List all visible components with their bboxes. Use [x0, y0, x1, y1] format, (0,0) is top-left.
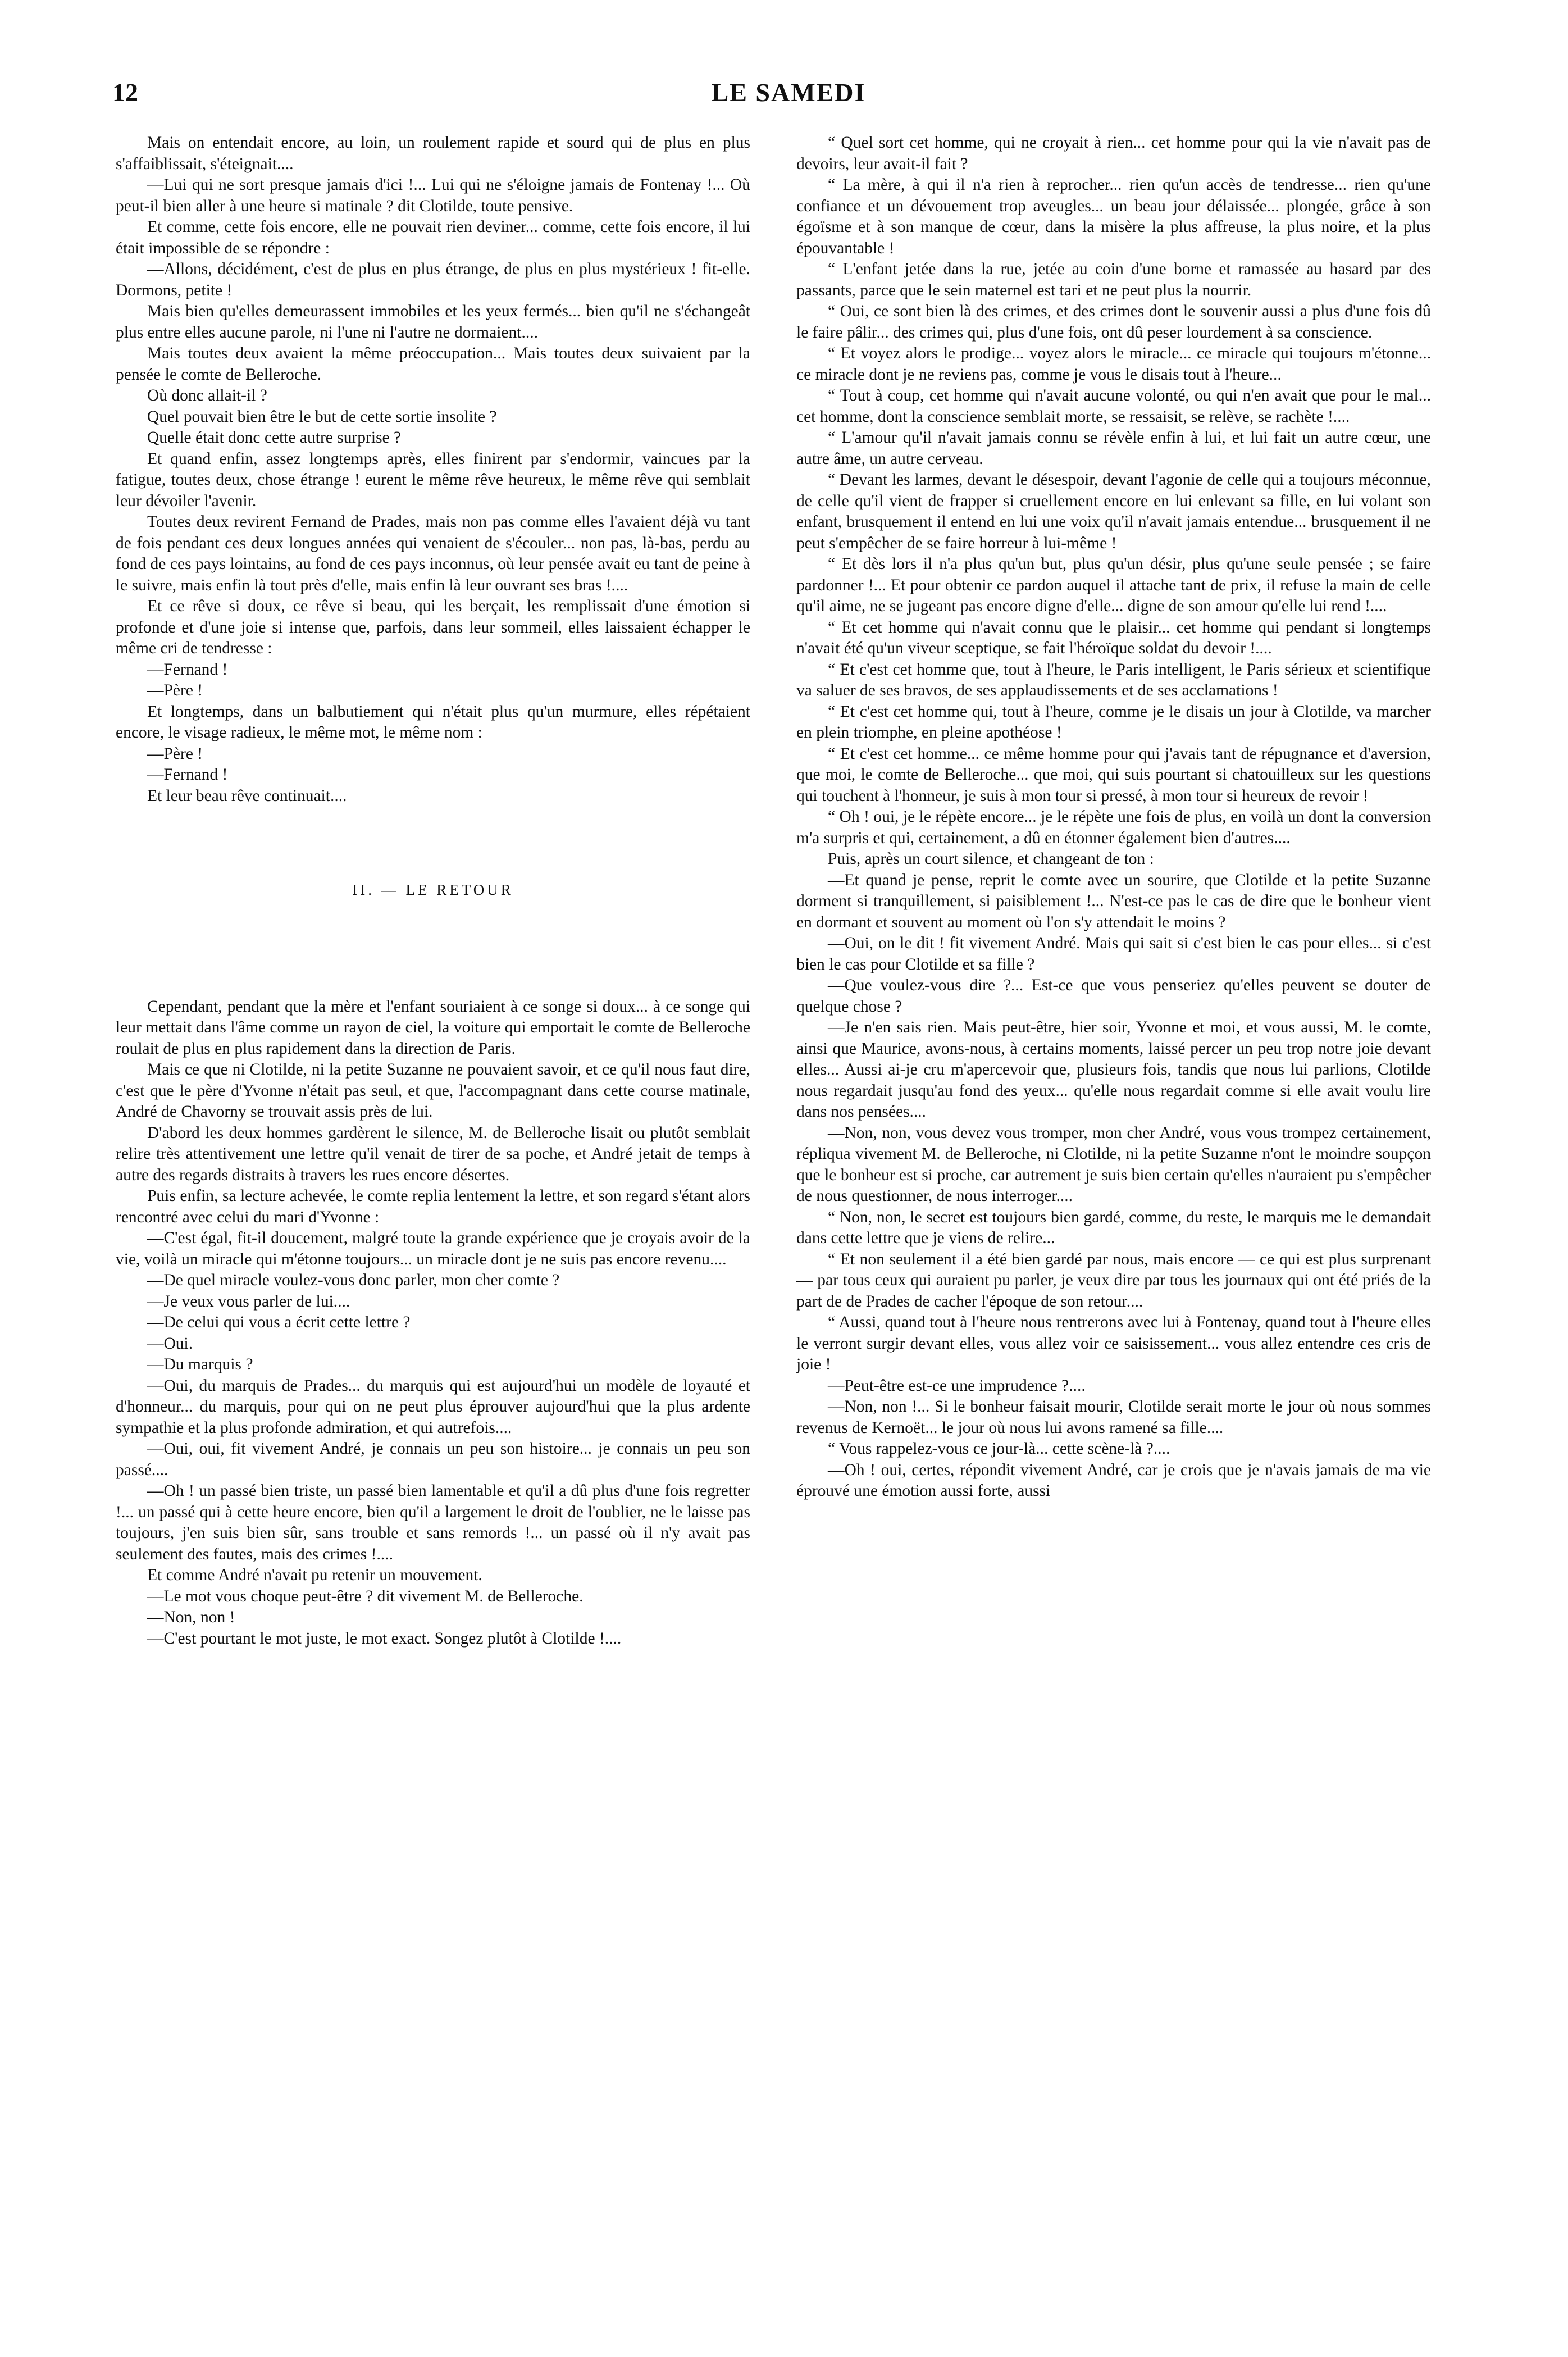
paragraph: D'abord les deux hommes gardèrent le silence, M. de Belleroche lisait ou plutôt semblait relire très attentivement une lettre qu'il venait de tirer de sa poche, et André jetait de temps à autre des regards distraits à travers les rues encore désertes. [116, 1123, 750, 1184]
paragraph: —Oh ! oui, certes, répondit vivement André, car je crois que je n'avais jamais de ma vie éprouvé une émotion aussi forte, aussi [796, 1460, 1431, 1500]
right-column [796, 133, 1431, 1502]
journal-title: LE SAMEDI [711, 78, 866, 107]
paragraph: —Père ! [147, 681, 203, 699]
paragraph: —Non, non ! [147, 1608, 235, 1626]
left-column-text-after [116, 997, 750, 1650]
paragraph: —Père ! [147, 744, 203, 763]
page-header [112, 78, 1465, 122]
paragraph: —C'est pourtant le mot juste, le mot exact. Songez plutôt à Clotilde !.... [147, 1629, 622, 1648]
paragraph: “ Oui, ce sont bien là des crimes, et des crimes dont le souvenir aussi a plus d'une fois dû le faire pâlir... des crimes qui, plus d'une fois, ont dû peser lourdement à sa conscience. [796, 302, 1431, 342]
paragraph: Et comme, cette fois encore, elle ne pouvait rien deviner... comme, cette fois encore, il lui était impossible de se répondre : [116, 218, 750, 257]
paragraph: “ L'enfant jetée dans la rue, jetée au coin d'une borne et ramassée au hasard par des passants, parce que le sein maternel est tari et ne peut plus la nourrir. [796, 260, 1431, 299]
right-column-text [796, 133, 1431, 1502]
paragraph: Mais on entendait encore, au loin, un roulement rapide et sourd qui de plus en plus s'affaiblissait, s'éteignait.... [116, 134, 750, 173]
paragraph: Mais bien qu'elles demeurassent immobiles et les yeux fermés... bien qu'il ne s'échangeât plus entre elles aucune parole, ni l'une ni l'autre ne dormaient.... [116, 302, 750, 342]
paragraph: “ Quel sort cet homme, qui ne croyait à rien... cet homme pour qui la vie n'avait pas de devoirs, leur avait-il fait ? [796, 134, 1431, 173]
paragraph: Quel pouvait bien être le but de cette sortie insolite ? [147, 407, 497, 426]
paragraph: —Oui, du marquis de Prades... du marquis qui est aujourd'hui un modèle de loyauté et d'honneur... du marquis, pour qui on ne peut plus éprouver aujourd'hui que la plus ardente sympathie et la plus profonde admiration, et qui autrefois.... [116, 1376, 750, 1437]
paragraph: —De celui qui vous a écrit cette lettre ? [147, 1313, 411, 1331]
paragraph: —Non, non !... Si le bonheur faisait mourir, Clotilde serait morte le jour où nous sommes revenus de Kernoët... le jour où nous lui avons ramené sa fille.... [796, 1398, 1431, 1437]
paragraph: Mais ce que ni Clotilde, ni la petite Suzanne ne pouvaient savoir, et ce qu'il nous faut dire, c'est que le père d'Yvonne n'était pas seul, et que, l'accompagnant dans cette course matinale, André de Chavorny se trouvait assis près de lui. [116, 1061, 750, 1121]
paragraph: —Que voulez-vous dire ?... Est-ce que vous penseriez qu'elles peuvent se douter de quelque chose ? [796, 976, 1431, 1016]
paragraph: “ Vous rappelez-vous ce jour-là... cette scène-là ?.... [828, 1440, 1170, 1458]
paragraph: Cependant, pendant que la mère et l'enfant souriaient à ce songe si doux... à ce songe qui leur mettait dans l'âme comme un rayon de ciel, la voiture qui emportait le comte de Belleroche roulait de plus en plus rapidement dans la direction de Paris. [116, 997, 750, 1058]
section-heading: II. — LE RETOUR [352, 881, 514, 898]
paragraph: —Fernand ! [147, 766, 228, 784]
paragraph: Et ce rêve si doux, ce rêve si beau, qui les berçait, les remplissait d'une émotion si profonde et d'une joie si intense que, parfois, dans leur sommeil, elles laissaient échapper le même cri de tendresse : [116, 597, 750, 657]
left-column-text-before [116, 133, 750, 807]
paragraph: —Du marquis ? [147, 1355, 253, 1373]
paragraph: —Oui. [147, 1334, 193, 1353]
paragraph: —Oui, oui, fit vivement André, je connais un peu son histoire... je connais un peu son passé.... [116, 1440, 750, 1479]
paragraph: “ L'amour qu'il n'avait jamais connu se révèle enfin à lui, et lui fait un autre cœur, une autre âme, un autre cerveau. [796, 429, 1431, 468]
paragraph: “ Devant les larmes, devant le désespoir, devant l'agonie de celle qui a toujours méconnue, de celle qu'il vient de frapper si cruellement encore en lui enlevant sa fille, en lui volant son enfant, brusquement il entend en lui une voix qu'il n'avait jamais entendue... brusquement il ne peut s'empêcher de se faire horreur à lui-même ! [796, 471, 1431, 552]
paragraph: —Allons, décidément, c'est de plus en plus étrange, de plus en plus mystérieux ! fit-elle. Dormons, petite ! [116, 260, 750, 299]
paragraph: —Et quand je pense, reprit le comte avec un sourire, que Clotilde et la petite Suzanne dorment si tranquillement, si paisiblement !... N'est-ce pas le cas de dire que le bonheur vient en dormant et souvent au moment où l'on s'y attendait le moins ? [796, 871, 1431, 931]
paragraph: Où donc allait-il ? [147, 386, 267, 404]
paragraph: Puis, après un court silence, et changeant de ton : [828, 850, 1154, 868]
paragraph: Et comme André n'avait pu retenir un mouvement. [147, 1566, 482, 1584]
paragraph: Et longtemps, dans un balbutiement qui n'était plus qu'un murmure, elles répétaient encore, le visage radieux, le même mot, le même nom : [116, 702, 750, 741]
paragraph: Mais toutes deux avaient la même préoccupation... Mais toutes deux suivaient par la pensée le comte de Belleroche. [116, 344, 750, 384]
paragraph: Toutes deux revirent Fernand de Prades, mais non pas comme elles l'avaient déjà vu tant de fois pendant ces deux longues années qui venaient de s'écouler... non pas, là-bas, perdu au fond de ces pays lointains, au fond de ces pays inconnus, où leur pensée avait eu tant de peine à le suivre, mais enfin là tout près d'elle, mais enfin là leur ouvrant ses bras !.... [116, 513, 750, 594]
paragraph: “ Et c'est cet homme que, tout à l'heure, le Paris intelligent, le Paris sérieux et scientifique va saluer de ses bravos, de ses applaudissements et de ses acclamations ! [796, 660, 1431, 699]
paragraph: “ Et c'est cet homme qui, tout à l'heure, comme je le disais un jour à Clotilde, va marcher en plein triomphe, en pleine apothéose ! [796, 702, 1431, 741]
paragraph: “ Et cet homme qui n'avait connu que le plaisir... cet homme qui pendant si longtemps n'avait été qu'un viveur sceptique, se fait l'héroïque soldat du devoir !.... [796, 618, 1431, 657]
paragraph: —Peut-être est-ce une imprudence ?.... [828, 1376, 1086, 1395]
paragraph: —Oui, on le dit ! fit vivement André. Mais qui sait si c'est bien le cas pour elles... si c'est bien le cas pour Clotilde et sa fille ? [796, 934, 1431, 973]
paragraph: “ Et non seulement il a été bien gardé par nous, mais encore — ce qui est plus surprenant — par tous ceux qui auraient pu parler, je veux dire par tous les journaux qui ont été priés de la part de de Prades de cacher l'époque de son retour.... [796, 1250, 1431, 1311]
paragraph: Et leur beau rêve continuait.... [147, 786, 347, 805]
paragraph: “ Non, non, le secret est toujours bien gardé, comme, du reste, le marquis me le demandait dans cette lettre que je viens de relire... [796, 1208, 1431, 1247]
paragraph: —Le mot vous choque peut-être ? dit vivement M. de Belleroche. [147, 1587, 584, 1605]
paragraph: —Oh ! un passé bien triste, un passé bien lamentable et qu'il a dû plus d'une fois regretter !... un passé qui à cette heure encore, bien qu'il a largement le droit de l'oublier, ne le laisse pas toujours, j'en suis bien sûr, sans trouble et sans remords !... un passé où il n'y avait pas seulement des fautes, mais des crimes !.... [116, 1482, 750, 1563]
paragraph: Puis enfin, sa lecture achevée, le comte replia lentement la lettre, et son regard s'étant alors rencontré avec celui du mari d'Yvonne : [116, 1187, 750, 1226]
paragraph: “ Oh ! oui, je le répète encore... je le répète une fois de plus, en voilà un dont la conversion m'a surpris et qui, certainement, a dû en étonner également bien d'autres.... [796, 808, 1431, 847]
paragraph: Quelle était donc cette autre surprise ? [147, 429, 402, 447]
page-number: 12 [112, 78, 138, 107]
paragraph: —Je n'en sais rien. Mais peut-être, hier soir, Yvonne et moi, et vous aussi, M. le comte, ainsi que Maurice, avons-nous, à certains moments, laissé percer un peu trop notre joie devant elles... Aussi ai-je cru m'apercevoir que, plusieurs fois, tandis que nous lui parlions, Clotilde nous regardait jusqu'au fond des yeux... qu'elle nous regardait comme si elle avait voulu lire dans nos pensées.... [796, 1018, 1431, 1121]
paragraph: —Fernand ! [147, 660, 228, 679]
paragraph: —De quel miracle voulez-vous donc parler, mon cher comte ? [147, 1271, 560, 1289]
left-column [116, 133, 750, 1649]
paragraph: “ Aussi, quand tout à l'heure nous rentrerons avec lui à Fontenay, quand tout à l'heure elles le verront surgir devant elles, vous allez voir ce saisissement... vous allez entendre ces cris de joie ! [796, 1313, 1431, 1373]
paragraph: —Je veux vous parler de lui.... [147, 1292, 350, 1311]
paragraph: —Non, non, vous devez vous tromper, mon cher André, vous vous trompez certainement, répliqua vivement M. de Belleroche, ni Clotilde, ni la petite Suzanne n'ont le moindre soupçon que le bonheur est si proche, car autrement je suis bien certain qu'elles n'auraient pu s'empêcher de nous questionner, de nous interroger.... [796, 1123, 1431, 1205]
paragraph: —Lui qui ne sort presque jamais d'ici !... Lui qui ne s'éloigne jamais de Fontenay !... Où peut-il bien aller à une heure si matinale ? dit Clotilde, toute pensive. [116, 176, 750, 215]
paragraph: “ La mère, à qui il n'a rien à reprocher... rien qu'un accès de tendresse... rien qu'une confiance et un dévouement trop aveugles... un beau jour délaissée... plongée, grâce à son égoïsme et à son manque de cœur, dans la misère la plus affreuse, la plus noire, et la plus épouvantable ! [796, 176, 1431, 257]
paragraph: “ Et voyez alors le prodige... voyez alors le miracle... ce miracle qui toujours m'étonne... ce miracle dont je ne reviens pas, comme je vous le disais tout à l'heure... [796, 344, 1431, 384]
paragraph: “ Et dès lors il n'a plus qu'un but, plus qu'un désir, plus qu'une seule pensée ; se faire pardonner !... Et pour obtenir ce pardon auquel il attache tant de prix, il refuse la main de celle qu'il aime, ne se jugeant pas encore digne d'elle... digne de son amour qu'elle lui rend !.... [796, 555, 1431, 615]
paragraph: “ Et c'est cet homme... ce même homme pour qui j'avais tant de répugnance et d'aversion, que moi, le comte de Belleroche... que moi, qui suis pourtant si chatouilleux sur les questions qui touchent à l'honneur, je suis à mon tour si pressé, à mon tour si heureux de revoir ! [796, 744, 1431, 805]
paragraph: “ Tout à coup, cet homme qui n'avait aucune volonté, ou qui n'en avait que pour le mal... cet homme, dont la conscience semblait morte, se ressaisit, se relève, se rachète !.... [796, 386, 1431, 426]
paragraph: Et quand enfin, assez longtemps après, elles finirent par s'endormir, vaincues par la fatigue, toutes deux, chose étrange ! eurent le même rêve heureux, le même rêve qui semblait leur dévoiler l'avenir. [116, 449, 750, 510]
paragraph: —C'est égal, fit-il doucement, malgré toute la grande expérience que je croyais avoir de la vie, voilà un miracle qui m'étonne toujours... un miracle dont je ne suis pas encore revenu.... [116, 1229, 750, 1268]
